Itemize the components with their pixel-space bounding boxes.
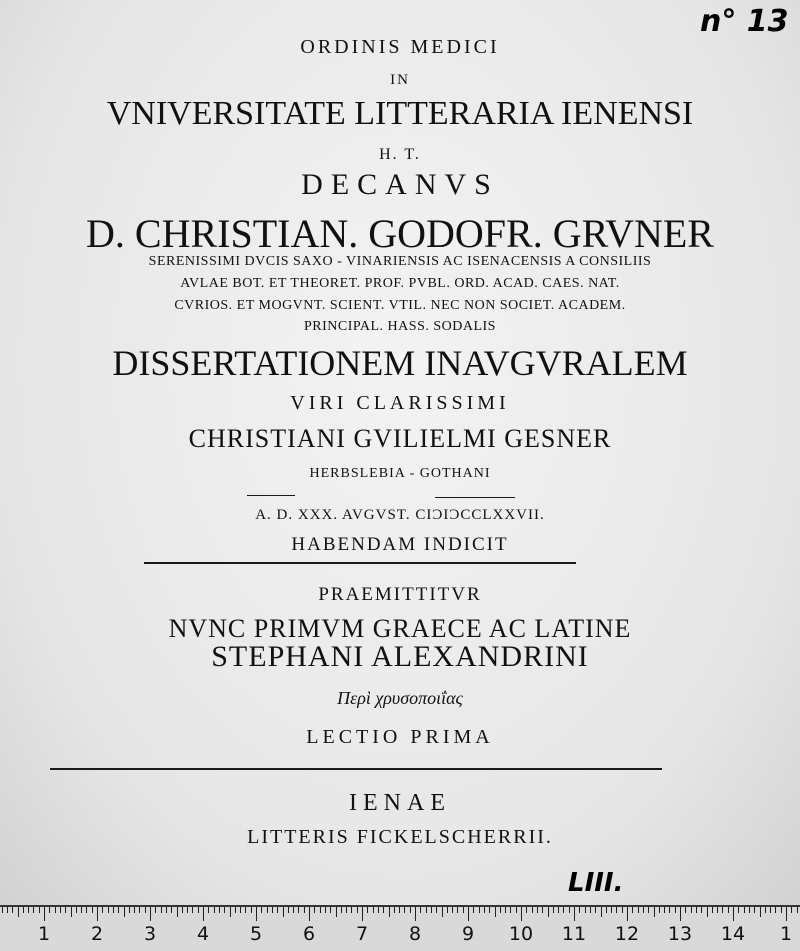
dean-titles-4: PRINCIPAL. HASS. SODALIS (304, 319, 496, 334)
ruler-tick (219, 907, 220, 913)
ruler-tick (696, 907, 697, 913)
ruler-tick (442, 907, 443, 917)
decanus-line: DECANVS (301, 168, 499, 201)
ruler-tick (447, 907, 448, 913)
ruler-tick (320, 907, 321, 913)
author-name: CHRISTIANI GVILIELMI GESNER (188, 424, 612, 453)
ruler-tick (39, 907, 40, 913)
ht-line: H. T. (379, 146, 421, 163)
ruler-tick (224, 907, 225, 913)
ruler-tick (108, 907, 109, 913)
disputation-date: A. D. XXX. AVGVST. CIƆIƆCCLXXVII. (255, 507, 545, 523)
ruler-tick (283, 907, 284, 917)
short-rule-right (435, 497, 515, 498)
ruler-tick (288, 907, 289, 913)
ruler-tick (357, 907, 358, 913)
ruler-tick (373, 907, 374, 913)
ruler-tick (754, 907, 755, 913)
ruler-tick (97, 907, 98, 921)
ruler-number: 3 (143, 923, 157, 945)
ruler-tick (55, 907, 56, 913)
ruler-tick (33, 907, 34, 913)
ruler-tick (86, 907, 87, 913)
ruler-tick (786, 907, 787, 921)
ruler-tick (139, 907, 140, 913)
divider-rule-1 (144, 562, 576, 564)
ruler-tick (150, 907, 151, 921)
ruler-tick (669, 907, 670, 913)
ruler-tick (330, 907, 331, 913)
in-line: IN (390, 72, 410, 88)
ruler-tick (579, 907, 580, 913)
ruler-tick (346, 907, 347, 913)
ruler-tick (182, 907, 183, 913)
ruler-tick (781, 907, 782, 913)
printer-line: LITTERIS FICKELSCHERRII. (247, 826, 553, 848)
ruler-tick (452, 907, 453, 913)
ruler-tick (622, 907, 623, 913)
ruler-tick (553, 907, 554, 913)
ruler-tick (654, 907, 655, 917)
ruler-tick (235, 907, 236, 913)
ruler-tick (389, 907, 390, 917)
dissertation-title: DISSERTATIONEM INAVGVRALEM (112, 343, 688, 383)
ruler-tick (526, 907, 527, 913)
ruler-tick (203, 907, 204, 921)
ruler-tick (542, 907, 543, 913)
ruler-tick (659, 907, 660, 913)
ruler-tick (325, 907, 326, 913)
ruler-tick (537, 907, 538, 913)
ruler-tick (404, 907, 405, 913)
ruler-tick (92, 907, 93, 913)
ruler-tick (60, 907, 61, 913)
nunc-primum: NVNC PRIMVM GRAECE AC LATINE (168, 614, 632, 643)
ruler-tick (298, 907, 299, 913)
dean-titles-2: AVLAE BOT. ET THEORET. PROF. PVBL. ORD. ACAD. CAES. NAT. (180, 276, 620, 291)
greek-title: Περὶ χρυσοποιΐας (337, 688, 463, 708)
ruler-tick (558, 907, 559, 913)
ruler-tick (18, 907, 19, 917)
ruler-number: 8 (408, 923, 422, 945)
ruler-tick (479, 907, 480, 913)
ruler-tick (378, 907, 379, 913)
ruler-number: 5 (249, 923, 263, 945)
ruler-tick (7, 907, 8, 913)
ruler-number: 4 (196, 923, 210, 945)
ruler-tick (495, 907, 496, 917)
ruler-tick (367, 907, 368, 913)
dean-titles-3: CVRIOS. ET MOGVNT. SCIENT. VTIL. NEC NON SOCIET. ACADEM. (174, 298, 626, 313)
ruler-tick (500, 907, 501, 913)
ruler-tick (606, 907, 607, 913)
handwritten-number-bottom: LIII. (568, 868, 624, 898)
ordinis-medici: ORDINIS MEDICI (300, 36, 500, 58)
ruler-tick (664, 907, 665, 913)
lectio-prima: LECTIO PRIMA (306, 726, 494, 748)
ruler-tick (341, 907, 342, 913)
ruler-number: 6 (302, 923, 316, 945)
ruler-tick (230, 907, 231, 917)
ruler-tick (304, 907, 305, 913)
stephani-alexandrini: STEPHANI ALEXANDRINI (211, 640, 589, 673)
ruler-tick (208, 907, 209, 913)
ruler-tick (293, 907, 294, 913)
measuring-ruler (0, 905, 800, 951)
ruler-tick (171, 907, 172, 913)
ruler-tick (516, 907, 517, 913)
ruler-number: 1 (37, 923, 51, 945)
ruler-tick (675, 907, 676, 913)
ruler-tick (728, 907, 729, 913)
ruler-tick (457, 907, 458, 913)
ruler-tick (532, 907, 533, 913)
ruler-tick (685, 907, 686, 913)
ruler-tick (632, 907, 633, 913)
ruler-tick (240, 907, 241, 913)
university-line: VNIVERSITATE LITTERARIA IENENSI (106, 95, 694, 132)
ruler-tick (680, 907, 681, 921)
divider-rule-2 (50, 768, 662, 770)
ruler-tick (415, 907, 416, 921)
ruler-tick (44, 907, 45, 921)
ruler-tick (569, 907, 570, 913)
ruler-tick (510, 907, 511, 913)
ruler-tick (722, 907, 723, 913)
ruler-tick (616, 907, 617, 913)
ruler-tick (707, 907, 708, 917)
ruler-tick (166, 907, 167, 913)
ruler-tick (124, 907, 125, 917)
ruler-tick (648, 907, 649, 913)
ruler-tick (426, 907, 427, 913)
ruler-tick (28, 907, 29, 913)
ruler-number: 14 (720, 923, 746, 945)
ruler-tick (2, 907, 3, 913)
ruler-tick (214, 907, 215, 913)
ruler-tick (251, 907, 252, 913)
ruler-tick (351, 907, 352, 913)
ruler-number: 10 (508, 923, 534, 945)
ruler-tick (738, 907, 739, 913)
ruler-tick (563, 907, 564, 913)
ruler-tick (118, 907, 119, 913)
ruler-tick (521, 907, 522, 921)
ruler-tick (261, 907, 262, 913)
ruler-tick (192, 907, 193, 913)
ruler-tick (336, 907, 337, 917)
author-origin: HERBSLEBIA - GOTHANI (309, 466, 491, 481)
ienae: IENAE (349, 790, 451, 816)
ruler-tick (548, 907, 549, 917)
ruler-tick (383, 907, 384, 913)
short-rule-left (247, 495, 295, 496)
ruler-tick (791, 907, 792, 913)
ruler-tick (585, 907, 586, 913)
ruler-tick (12, 907, 13, 913)
ruler-tick (463, 907, 464, 913)
ruler-tick (590, 907, 591, 913)
dean-name: D. CHRISTIAN. GODOFR. GRVNER (86, 211, 714, 256)
ruler-tick (134, 907, 135, 913)
ruler-number: 13 (667, 923, 693, 945)
ruler-tick (643, 907, 644, 913)
ruler-tick (198, 907, 199, 913)
ruler-tick (484, 907, 485, 913)
ruler-number: 1 (779, 923, 793, 945)
ruler-tick (797, 907, 798, 913)
ruler-tick (76, 907, 77, 913)
ruler-number: 2 (90, 923, 104, 945)
ruler-tick (574, 907, 575, 921)
ruler-tick (744, 907, 745, 913)
ruler-tick (65, 907, 66, 913)
ruler-tick (187, 907, 188, 913)
ruler-tick (362, 907, 363, 921)
ruler-tick (71, 907, 72, 917)
ruler-tick (267, 907, 268, 913)
ruler-number: 12 (614, 923, 640, 945)
ruler-tick (770, 907, 771, 913)
ruler-number: 7 (355, 923, 369, 945)
ruler-tick (394, 907, 395, 913)
ruler-tick (399, 907, 400, 913)
ruler-tick (733, 907, 734, 921)
ruler-tick (505, 907, 506, 913)
ruler-tick (145, 907, 146, 913)
praemittitur: PRAEMITTITVR (318, 584, 482, 605)
ruler-tick (431, 907, 432, 913)
ruler-tick (420, 907, 421, 913)
ruler-tick (129, 907, 130, 913)
ruler-tick (245, 907, 246, 913)
ruler-tick (601, 907, 602, 917)
ruler-tick (177, 907, 178, 917)
dean-titles-1: SERENISSIMI DVCIS SAXO - VINARIENSIS AC ISENACENSIS A CONSILIIS (148, 254, 652, 269)
ruler-tick (277, 907, 278, 913)
ruler-tick (701, 907, 702, 913)
ruler-tick (161, 907, 162, 913)
ruler-tick (468, 907, 469, 921)
ruler-number: 11 (561, 923, 587, 945)
ruler-tick (436, 907, 437, 913)
ruler-tick (611, 907, 612, 913)
ruler-tick (155, 907, 156, 913)
ruler-tick (775, 907, 776, 913)
ruler-tick (81, 907, 82, 913)
ruler-tick (595, 907, 596, 913)
ruler-tick (489, 907, 490, 913)
handwritten-number-top: n° 13 (700, 4, 789, 39)
ruler-tick (410, 907, 411, 913)
ruler-tick (627, 907, 628, 921)
ruler-tick (638, 907, 639, 913)
ruler-tick (691, 907, 692, 913)
ruler-tick (23, 907, 24, 913)
ruler-tick (717, 907, 718, 913)
ruler-tick (765, 907, 766, 913)
ruler-tick (49, 907, 50, 913)
ruler-number: 9 (461, 923, 475, 945)
viri-clarissimi: VIRI CLARISSIMI (290, 392, 510, 414)
ruler-tick (749, 907, 750, 913)
ruler-tick (113, 907, 114, 913)
ruler-tick (309, 907, 310, 921)
ruler-tick (256, 907, 257, 921)
habendam-indicit: HABENDAM INDICIT (291, 534, 509, 555)
ruler-tick (473, 907, 474, 913)
ruler-tick (760, 907, 761, 917)
ruler-tick (314, 907, 315, 913)
ruler-tick (712, 907, 713, 913)
ruler-tick (272, 907, 273, 913)
ruler-tick (102, 907, 103, 913)
